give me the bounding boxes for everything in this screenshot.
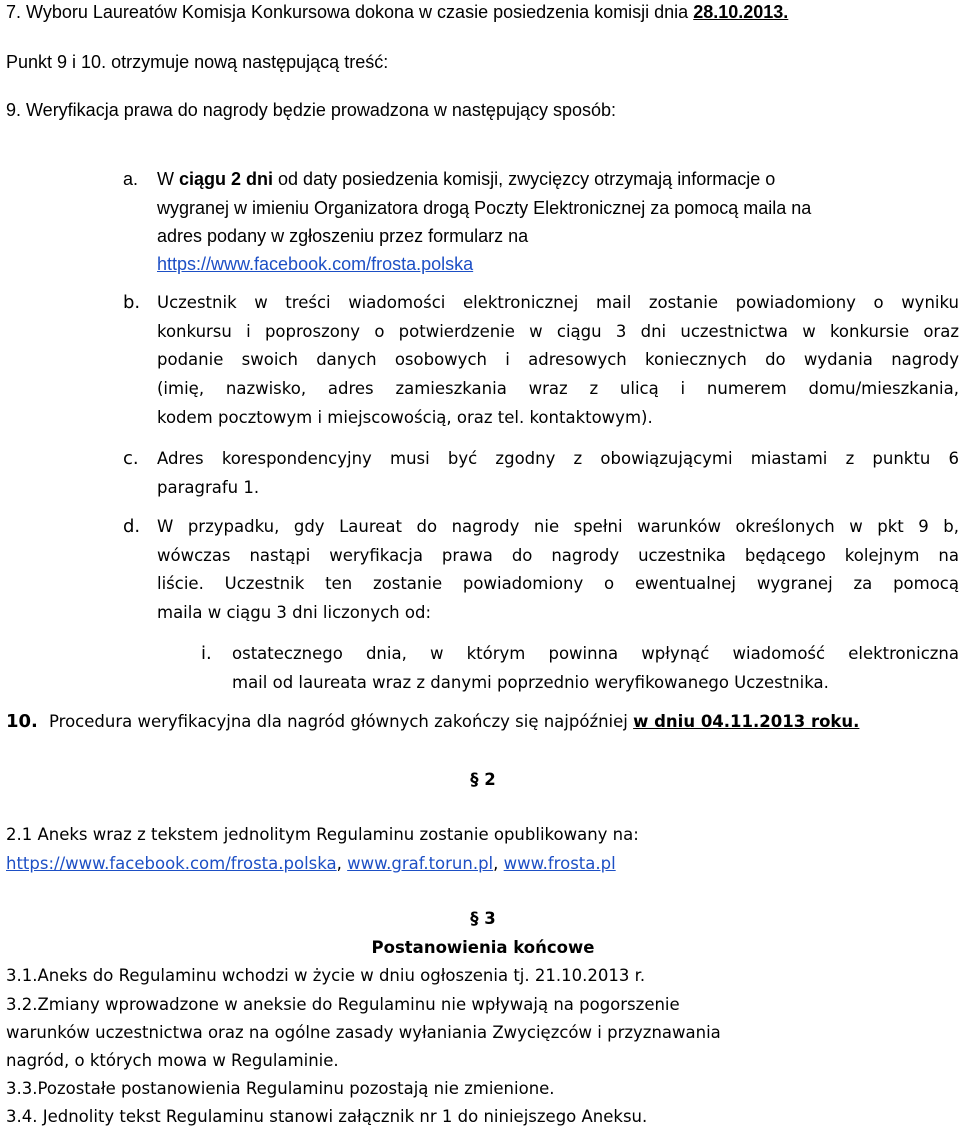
item-a-rest: od daty posiedzenia komisji, zwycięzcy otrzymają informacje o xyxy=(273,169,776,189)
item-a-prefix: W xyxy=(157,169,179,189)
link-separator: , xyxy=(336,854,348,873)
section-3-heading: § 3 xyxy=(470,909,496,928)
item-a-marker: a. xyxy=(123,169,139,189)
item-b-line-5: kodem pocztowym i miejscowością, oraz tel. kontaktowym). xyxy=(157,408,653,427)
link-separator: , xyxy=(493,854,504,873)
item-a-link-line xyxy=(157,253,473,275)
item-a-line-2: wygranej w imieniu Organizatora drogą Poczty Elektronicznej za pomocą maila na xyxy=(157,198,812,218)
item-d-line-1: W przypadku, gdy Laureat do nagrody nie spełni warunków określonych w pkt 9 b, xyxy=(157,517,959,536)
item-d-marker: d. xyxy=(123,516,141,537)
item-d-line-4: maila w ciągu 3 dni liczonych od: xyxy=(157,603,432,622)
section-3-line-1: 3.1.Aneks do Regulaminu wchodzi w życie w dniu ogłoszenia tj. 21.10.2013 r. xyxy=(6,966,646,985)
section-3-subheading: Postanowienia końcowe xyxy=(371,938,595,957)
section-3-line-5: 3.3.Pozostałe postanowienia Regulaminu pozostają nie zmienione. xyxy=(6,1079,555,1098)
item-i-line-2: mail od laureata wraz z danymi poprzednio weryfikowanego Uczestnika. xyxy=(232,673,829,692)
item-a-line-3: adres podany w zgłoszeniu przez formularz na xyxy=(157,226,529,246)
section-3-line-2: 3.2.Zmiany wprowadzone w aneksie do Regulaminu nie wpływają na pogorszenie xyxy=(6,995,680,1014)
point-10-text: Procedura weryfikacyjna dla nagród głównych zakończy się najpóźniej xyxy=(49,712,634,731)
item-d-line-2: wówczas nastąpi weryfikacja prawa do nagrody uczestnika będącego kolejnym na xyxy=(157,546,959,565)
point-9-title: 9. Weryfikacja prawa do nagrody będzie prowadzona w następujący sposób: xyxy=(6,100,617,120)
frosta-link[interactable]: www.frosta.pl xyxy=(503,854,616,873)
point-7-text: 7. Wyboru Laureatów Komisja Konkursowa dokona w czasie posiedzenia komisji dnia xyxy=(6,2,694,22)
section-2-text: 2.1 Aneks wraz z tekstem jednolitym Regulaminu zostanie opublikowany na: xyxy=(6,825,639,844)
section-3-line-4: nagród, o których mowa w Regulaminie. xyxy=(6,1051,339,1070)
amendment-heading: Punkt 9 i 10. otrzymuje nową następującą treść: xyxy=(6,52,389,72)
point-7-date: 28.10.2013. xyxy=(693,2,789,22)
graf-torun-link[interactable]: www.graf.torun.pl xyxy=(347,854,494,873)
item-a-bold: ciągu 2 dni xyxy=(179,169,274,189)
section-2-links xyxy=(6,853,616,875)
point-10-marker: 10. xyxy=(6,711,38,732)
section-2-heading: § 2 xyxy=(470,770,496,789)
item-b-line-3: podanie swoich danych osobowych i adresowych koniecznych do wydania nagrody xyxy=(157,350,959,369)
facebook-link-2[interactable]: https://www.facebook.com/frosta.polska xyxy=(6,854,337,873)
item-c-line-2: paragrafu 1. xyxy=(157,478,260,497)
item-c-line-1: Adres korespondencyjny musi być zgodny z obowiązującymi miastami z punktu 6 xyxy=(157,449,959,468)
item-a-line-1 xyxy=(157,168,775,190)
point-7-line xyxy=(6,1,788,23)
section-3-line-6: 3.4. Jednolity tekst Regulaminu stanowi załącznik nr 1 do niniejszego Aneksu. xyxy=(6,1107,648,1126)
point-10-deadline: w dniu 04.11.2013 roku. xyxy=(633,712,860,731)
item-b-line-2: konkursu i poproszony o potwierdzenie w ciągu 3 dni uczestnictwa w konkursie oraz xyxy=(157,322,959,341)
section-3-line-3: warunków uczestnictwa oraz na ogólne zasady wyłaniania Zwycięzców i przyznawania xyxy=(6,1023,721,1042)
item-b-marker: b. xyxy=(123,292,141,313)
item-b-line-4: (imię, nazwisko, adres zamieszkania wraz z ulicą i numerem domu/mieszkania, xyxy=(157,379,959,398)
item-c-marker: c. xyxy=(123,448,139,469)
item-b-line-1: Uczestnik w treści wiadomości elektronicznej mail zostanie powiadomiony o wyniku xyxy=(157,293,959,312)
item-i-marker: i. xyxy=(201,643,212,664)
item-i-line-1: ostatecznego dnia, w którym powinna wpłynąć wiadomość elektroniczna xyxy=(232,644,959,663)
point-10-line xyxy=(49,711,859,733)
item-d-line-3: liście. Uczestnik ten zostanie powiadomiony o ewentualnej wygranej za pomocą xyxy=(157,574,959,593)
facebook-link[interactable]: https://www.facebook.com/frosta.polska xyxy=(157,254,474,274)
